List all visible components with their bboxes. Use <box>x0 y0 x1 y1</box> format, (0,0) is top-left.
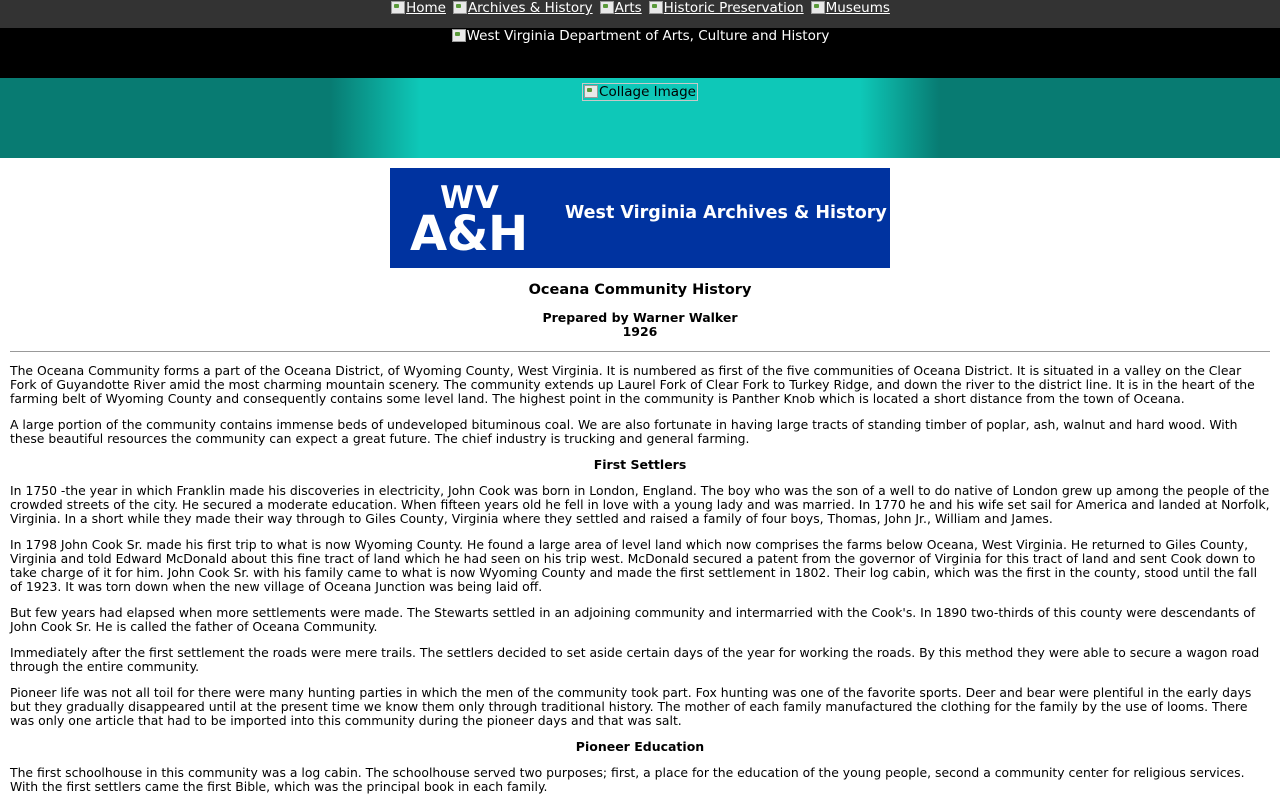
paragraph: In 1798 John Cook Sr. made his first trip to what is now Wyoming County. He found a large area of level land which now comprises the farms below Oceana, West Virginia. He returned to Giles County, Virginia and told Edward McDonald about this fine tract of land which he had seen on his trip west. McDonald secured a patent from the governor of Virginia for this tract of land and sent Cook down to take charge of it for him. John Cook Sr. with his family came to what is now Wyoming County and made the first settlement in 1802. Their log cabin, which was the first in the county, stood until the fall of 1923. It was torn down when the new village of Oceana Junction was being laid off. <box>10 537 1258 594</box>
nav-museums-link[interactable] <box>810 0 890 15</box>
prepared-by: Prepared by Warner Walker <box>542 310 738 325</box>
nav-archives-history-link[interactable] <box>452 0 593 15</box>
broken-image-icon <box>452 0 468 14</box>
collage-alt: Collage Image <box>599 84 696 100</box>
nav-archives-history-label: Archives & History <box>467 0 593 16</box>
paragraph: Pioneer life was not all toil for there were many hunting parties in which the men of the community took part. Fox hunting was one of the favorite sports. Deer and bear were plentiful in the early days but they gradually disappeared until at the present time we know them only through traditional history. The mother of each family manufactured the clothing for the family by the use of looms. There was only one article that had to be imported into this community during the pioneer days and that was salt. <box>10 685 1252 728</box>
broken-image-icon <box>648 0 664 14</box>
broken-image-icon <box>599 0 615 14</box>
year: 1926 <box>622 324 658 339</box>
nav-historic-preservation-label: Historic Preservation <box>663 0 804 16</box>
collage-image <box>582 83 698 101</box>
logo-banner-wrap <box>0 158 1280 268</box>
divider <box>10 351 1270 352</box>
section-heading-pioneer-education: Pioneer Education <box>575 739 705 754</box>
paragraph: A large portion of the community contains immense beds of undeveloped bituminous coal. We are also fortunate in having large tracts of standing timber of poplar, ash, walnut and hard wood. With these beautiful resources the community can expect a great future. The chief industry is trucking and general farming. <box>10 417 1238 446</box>
byline <box>0 311 1280 339</box>
paragraph: The first schoolhouse in this community was a log cabin. The schoolhouse served two purposes; first, a place for the education of the young people, second a community center for religious services. With the first settlers came the first Bible, which was the principal book in each family. <box>10 765 1245 794</box>
broken-image-icon <box>810 0 826 14</box>
logo-wv-text: WV <box>440 180 500 216</box>
broken-image-icon <box>390 0 406 14</box>
paragraph: Immediately after the first settlement the roads were mere trails. The settlers decided to set aside certain days of the year for working the roads. By this method they were able to secure a wagon road through the entire community. <box>10 645 1260 674</box>
header-title-image <box>0 28 1280 43</box>
top-navigation <box>0 0 1280 28</box>
article-body <box>0 364 1280 794</box>
section-heading-first-settlers: First Settlers <box>593 457 687 472</box>
logo-ah-text: A&H <box>410 206 528 262</box>
broken-image-icon <box>451 28 467 42</box>
nav-arts-label: Arts <box>614 0 642 16</box>
header-banner <box>0 28 1280 78</box>
wv-archives-history-logo[interactable] <box>390 168 890 268</box>
collage-strip <box>0 78 1280 158</box>
paragraph: The Oceana Community forms a part of the Oceana District, of Wyoming County, West Virginia. It is numbered as first of the five communities of Oceana District. It is situated in a valley on the Clear Fork of Guyandotte River amid the most charming mountain scenery. The community extends up Laurel Fork of Clear Fork to Turkey Ridge, and down the river to the district line. It is in the heart of the farming belt of Wyoming County and consequently contains some level land. The highest point in the community is Panther Knob which is located a short distance from the town of Oceana. <box>10 363 1255 406</box>
nav-historic-preservation-link[interactable] <box>648 0 804 15</box>
nav-home-link[interactable] <box>390 0 446 15</box>
nav-museums-label: Museums <box>825 0 890 16</box>
nav-home-label: Home <box>406 0 446 16</box>
broken-image-icon <box>583 84 599 98</box>
paragraph: In 1750 -the year in which Franklin made his discoveries in electricity, John Cook was born in London, England. The boy who was the son of a well to do native of London grew up among the people of the crowded streets of the city. He secured a moderate education. When fifteen years old he fell in love with a young lady and was married. In 1770 he and his wife set sail for America and landed at Norfolk, Virginia. In a short while they made their way through to Giles County, Virginia where they settled and raised a family of four boys, Thomas, John Jr., William and James. <box>10 483 1270 526</box>
page-title: Oceana Community History <box>528 282 752 298</box>
nav-arts-link[interactable] <box>599 0 642 15</box>
header-title-alt: West Virginia Department of Arts, Culture and History <box>466 28 830 44</box>
paragraph: But few years had elapsed when more settlements were made. The Stewarts settled in an adjoining community and intermarried with the Cook's. In 1890 two-thirds of this county were descendants of John Cook Sr. He is called the father of Oceana Community. <box>10 605 1256 634</box>
logo-site-name: West Virginia Archives & History <box>565 203 887 223</box>
